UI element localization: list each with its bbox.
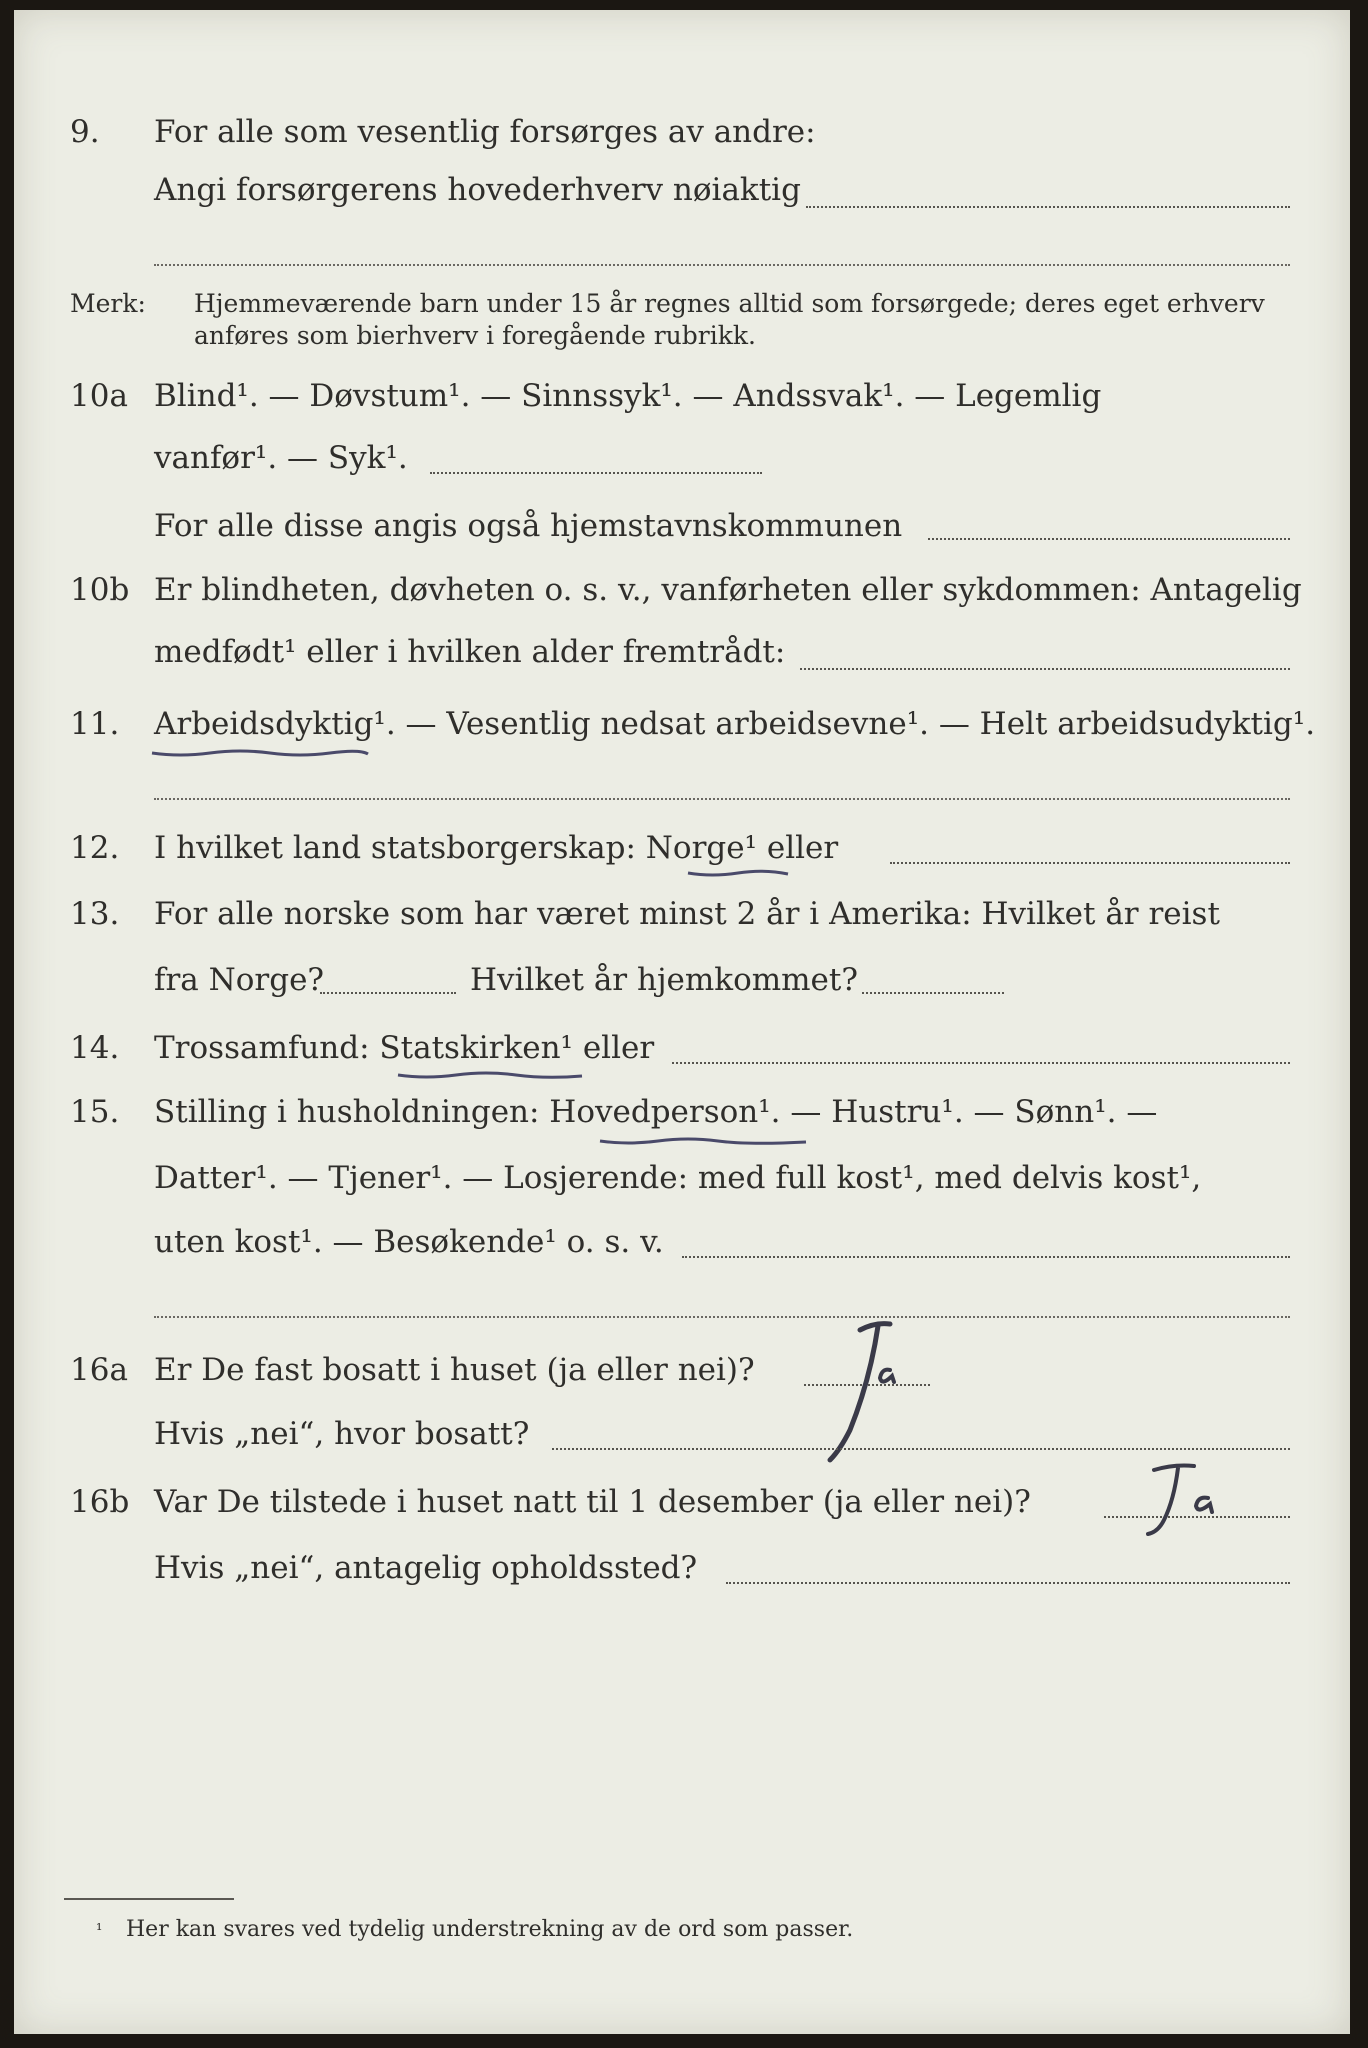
q13-question-line2a: fra Norge? xyxy=(154,962,325,998)
q16a-number: 16a xyxy=(70,1352,128,1388)
q16b-question-line2: Hvis „nei“, antagelig opholdssted? xyxy=(154,1550,698,1586)
q10b-number: 10b xyxy=(70,572,130,608)
q14-question: Trossamfund: Statskirken¹ eller xyxy=(154,1030,655,1066)
q9-question: For alle som vesentlig forsørges av andre: xyxy=(154,114,816,150)
census-form-page xyxy=(14,10,1350,2034)
q16b-number: 16b xyxy=(70,1484,130,1520)
q10a-hometown-line[interactable] xyxy=(928,538,1290,540)
q14-underline-mark xyxy=(396,1070,584,1078)
q13-year-returned-line[interactable] xyxy=(862,992,1004,994)
q11-number: 11. xyxy=(70,706,120,742)
q15-question-line3: uten kost¹. — Besøkende¹ o. s. v. xyxy=(154,1224,664,1260)
separator-line xyxy=(154,264,1290,266)
q9-number: 9. xyxy=(70,114,100,150)
q10a-question-line2: vanfør¹. — Syk¹. xyxy=(154,440,408,476)
q15-question-line2: Datter¹. — Tjener¹. — Losjerende: med full kost¹, med delvis kost¹, xyxy=(154,1160,1202,1196)
q9-question-line2: Angi forsørgerens hovederhverv nøiaktig xyxy=(154,172,801,208)
q15-answer-line[interactable] xyxy=(682,1256,1290,1258)
q14-answer-line[interactable] xyxy=(672,1062,1290,1064)
q14-number: 14. xyxy=(70,1030,120,1066)
q10a-answer-line[interactable] xyxy=(430,472,762,474)
q9-answer-line[interactable] xyxy=(806,206,1290,208)
q12-question: I hvilket land statsborgerskap: Norge¹ eller xyxy=(154,830,839,866)
separator-line xyxy=(154,798,1290,800)
q16b-handwritten-answer xyxy=(1134,1460,1254,1544)
q16b-whereabouts-line[interactable] xyxy=(726,1582,1290,1584)
q10a-number: 10a xyxy=(70,378,128,414)
footnote-text: Her kan svares ved tydelig understrekning av de ord som passer. xyxy=(126,1917,854,1942)
q10b-question: Er blindheten, døvheten o. s. v., vanførheten eller sykdommen: Antagelig xyxy=(154,572,1302,608)
q11-question: Arbeidsdyktig¹. — Vesentlig nedsat arbeidsevne¹. — Helt arbeidsudyktig¹. xyxy=(154,706,1316,742)
separator-line xyxy=(154,1316,1290,1318)
footnote-mark: ¹ xyxy=(96,1920,103,1939)
q13-number: 13. xyxy=(70,896,120,932)
q12-number: 12. xyxy=(70,830,120,866)
merk-text-line1: Hjemmeværende barn under 15 år regnes alltid som forsørgede; deres eget erhverv xyxy=(194,289,1265,318)
q10b-answer-line[interactable] xyxy=(800,668,1290,670)
q13-question-line2b: Hvilket år hjemkommet? xyxy=(470,962,858,998)
q16a-question: Er De fast bosatt i huset (ja eller nei)? xyxy=(154,1352,755,1388)
q13-year-left-line[interactable] xyxy=(320,992,456,994)
merk-text-line2: anføres som bierhverv i foregående rubrikk. xyxy=(194,321,756,350)
footnote-rule xyxy=(64,1898,234,1900)
q15-number: 15. xyxy=(70,1094,120,1130)
q16a-question-line2: Hvis „nei“, hvor bosatt? xyxy=(154,1416,530,1452)
q13-question: For alle norske som har været minst 2 år i Amerika: Hvilket år reist xyxy=(154,896,1220,932)
q12-underline-mark xyxy=(686,868,790,876)
q12-answer-line[interactable] xyxy=(890,862,1290,864)
q16b-question: Var De tilstede i huset natt til 1 desember (ja eller nei)? xyxy=(154,1484,1031,1520)
q10a-question: Blind¹. — Døvstum¹. — Sinnssyk¹. — Andssvak¹. — Legemlig xyxy=(154,378,1102,414)
q10b-question-line2: medfødt¹ eller i hvilken alder fremtrådt: xyxy=(154,634,786,670)
q16a-residence-line[interactable] xyxy=(552,1448,1290,1450)
q15-question: Stilling i husholdningen: Hovedperson¹. — Hustru¹. — Sønn¹. — xyxy=(154,1094,1158,1130)
merk-label: Merk: xyxy=(70,289,146,318)
q10a-question-line3: For alle disse angis også hjemstavnskommunen xyxy=(154,508,903,544)
q15-underline-mark xyxy=(598,1136,808,1144)
q11-underline-mark xyxy=(150,748,370,756)
